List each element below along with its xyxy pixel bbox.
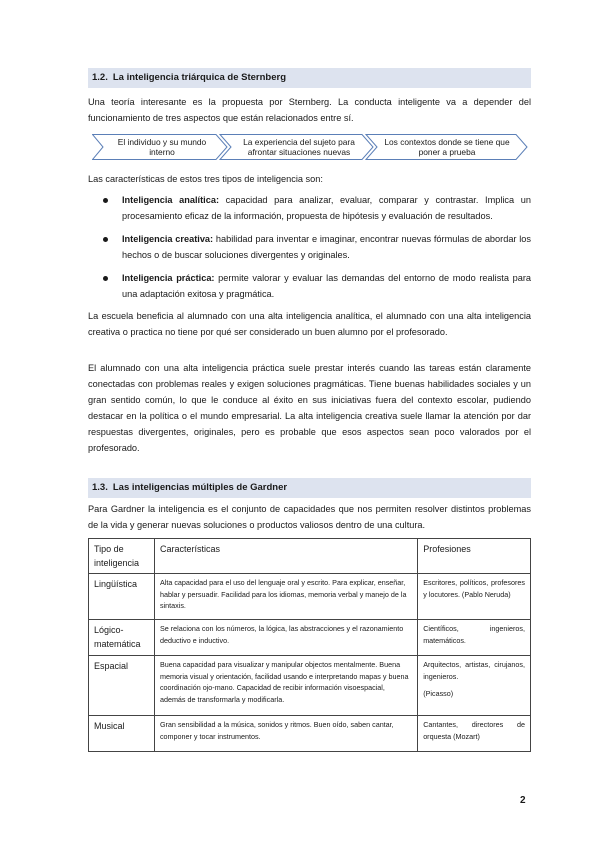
sternberg-flow-diagram <box>92 134 528 160</box>
bullet-text: capacidad para analizar, evaluar, comparar y contrastar. Implica un procesamiento eficaz de la información, propuesta de hipótesis y evaluación de resultados. <box>122 195 531 221</box>
bullet-icon <box>103 276 108 281</box>
cell-professions: Escritores, políticos, profesores y locutores. (Pablo Neruda) <box>418 574 531 620</box>
cell-description: Se relaciona con los números, la lógica, las abstracciones y el razonamiento deductivo e inductivo. <box>154 620 417 656</box>
bullet-term: Inteligencia práctica: <box>122 273 215 283</box>
list-item <box>88 270 531 302</box>
bullet-icon <box>103 237 108 242</box>
table-row <box>89 574 531 620</box>
flow-label-3: Los contextos donde se tiene que poner a prueba <box>384 137 510 157</box>
cell-professions: Cantantes, directores de orquesta (Mozart) <box>418 716 531 752</box>
cell-type: Musical <box>89 716 155 752</box>
intro-paragraph: Una teoría interesante es la propuesta por Sternberg. La conducta inteligente va a depender del funcionamiento de tres aspectos que están relacionados entre sí. <box>88 97 531 123</box>
column-header-characteristics: Características <box>154 539 417 574</box>
lead-paragraph: Las características de estos tres tipos de inteligencia son: <box>88 174 323 184</box>
bullet-term: Inteligencia creativa: <box>122 234 214 244</box>
cell-description: Alta capacidad para el uso del lenguaje oral y escrito. Para explicar, enseñar, hablar y persuadir. Facilidad para los idiomas, memoria verbal y manejo de la sintaxis. <box>154 574 417 620</box>
list-item <box>88 192 531 224</box>
section-title: La inteligencia triárquica de Sternberg <box>112 72 287 83</box>
cell-type: Lógico-matemática <box>89 620 155 656</box>
cell-description: Buena capacidad para visualizar y manipular objectos mentalmente. Buena memoria visual y orientación, facilidad usando e interpretando mapas y buena coordinación ojo-mano. Capacidad de recibir información visoespacial, además de transformarla y modificarla. <box>154 656 417 716</box>
bullet-text: habilidad para inventar e imaginar, encontrar nuevas fórmulas de abordar los hechos o de buscar soluciones divergentes y originales. <box>122 234 531 260</box>
flow-label-2: La experiencia del sujeto para afrontar situaciones nuevas <box>243 137 355 157</box>
section-heading-1-2 <box>88 68 531 88</box>
table-row <box>89 656 531 716</box>
bullet-term: Inteligencia analítica: <box>122 195 220 205</box>
page-number: 2 <box>520 795 526 806</box>
bullet-icon <box>103 198 108 203</box>
cell-type: Lingüística <box>89 574 155 620</box>
bullet-text: permite valorar y evaluar las demandas del entorno de modo realista para una adaptación exitosa y pragmática. <box>122 273 531 299</box>
list-item <box>88 231 531 263</box>
cell-professions <box>418 656 531 716</box>
cell-description: Gran sensibilidad a la música, sonidos y ritmos. Buen oído, saben cantar, componer y tocar instrumentos. <box>154 716 417 752</box>
table-header-row <box>89 539 531 574</box>
section-number: 1.3. <box>92 482 108 493</box>
gardner-intro-paragraph: Para Gardner la inteligencia es el conjunto de capacidades que nos permiten resolver distintos problemas de la vida y generar nuevas soluciones o productos valiosos dentro de una cultura. <box>88 504 531 530</box>
intelligence-types-list <box>88 192 531 309</box>
section-number: 1.2. <box>92 72 108 83</box>
column-header-professions: Profesiones <box>418 539 531 574</box>
column-header-type: Tipo de inteligencia <box>89 539 155 574</box>
professions-text: Arquitectos, artistas, cirujanos, ingenieros. <box>423 660 525 681</box>
table-row <box>89 620 531 656</box>
section-title: Las inteligencias múltiples de Gardner <box>112 482 288 493</box>
cell-type: Espacial <box>89 656 155 716</box>
section-heading-1-3 <box>88 478 531 498</box>
body-paragraph-2: El alumnado con una alta inteligencia práctica suele prestar interés cuando las tareas están claramente conectadas con problemas reales y exigen soluciones pragmáticas. Tiene buenas habilidades sociales y un gran sentido común, lo que le conduce al éxito en sus iniciativas fuera del contexto escolar, pudiendo destacar en la política o el mundo empresarial. La alta inteligencia creativa suele llamar la atención por dar respuestas divergentes, originales, pero es probable que esos aspectos sean poco valorados por el profesorado. <box>88 363 531 453</box>
table-row <box>89 716 531 752</box>
cell-professions: Científicos, ingenieros, matemáticos. <box>418 620 531 656</box>
professions-example: (Picasso) <box>423 689 454 698</box>
body-paragraph-1: La escuela beneficia al alumnado con una alta inteligencia analítica, el alumnado con una alta inteligencia creativa o practica no tiene por qué ser considerado un buen alumno por el profesorado. <box>88 311 531 337</box>
flow-label-1: El individuo y su mundo interno <box>117 137 207 157</box>
gardner-intelligences-table <box>88 538 531 752</box>
